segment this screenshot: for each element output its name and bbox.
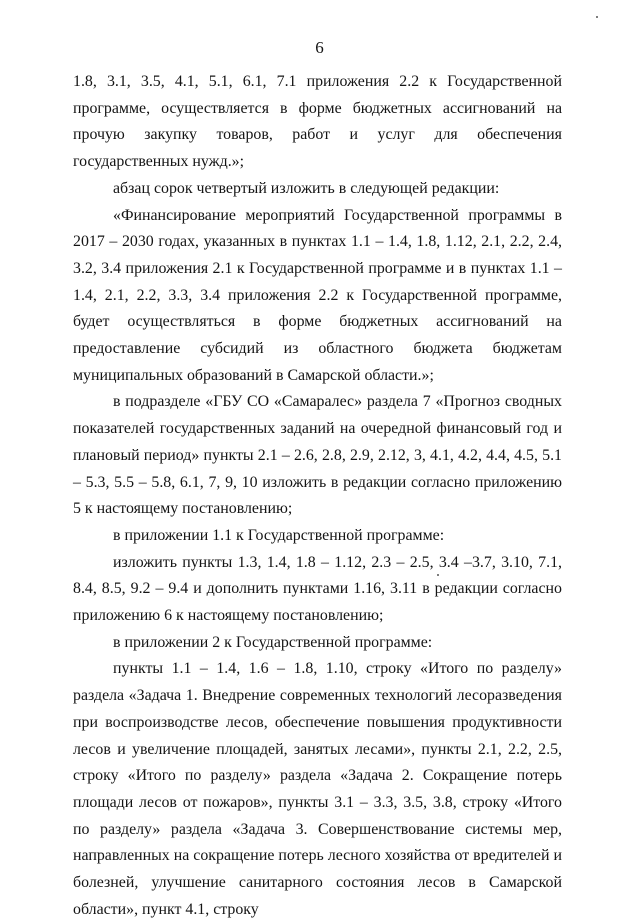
scan-speck	[596, 16, 598, 18]
paragraph-appendix-2-heading: в приложении 2 к Государственной программе:	[113, 633, 433, 651]
paragraph-continuation: 1.8, 3.1, 3.5, 4.1, 5.1, 6.1, 7.1 приложения 2.2 к Государственной программе, осуществляется в форме бюджетных ассигнований на прочую закупку товаров, работ и услуг для обеспечения государственных нужд.»;	[73, 73, 562, 171]
paragraph-samarales: в подразделе «ГБУ СО «Самаралес» раздела 7 «Прогноз сводных показателей государственных заданий на очередной финансовый год и плановый период» пункты 2.1 – 2.6, 2.8, 2.9, 2.12, 3, 4.1, 4.2, 4.4, 4.5, 5.1 – 5.3, 5.5 – 5.8, 6.1, 7, 9, 10 изложить в редакции согласно приложению 5 к настоящему постановлению;	[73, 393, 562, 518]
paragraph-financing: «Финансирование мероприятий Государственной программы в 2017 – 2030 годах, указанных в пунктах 1.1 – 1.4, 1.8, 1.12, 2.1, 2.2, 2.4, 3.2, 3.4 приложения 2.1 к Государственной программе и в пунктах 1.1 – 1.4, 2.1, 2.2, 3.3, 3.4 приложения 2.2 к Государственной программе, будет осуществляться в форме бюджетных ассигнований на предоставление субсидий из областного бюджета бюджетам муниципальных образований в Самарской области.»;	[73, 206, 562, 384]
paragraph-appendix-1-1-heading: в приложении 1.1 к Государственной программе:	[113, 526, 445, 544]
scan-speck	[437, 574, 439, 576]
page-number: 6	[315, 38, 324, 57]
paragraph-abzac-44: абзац сорок четвертый изложить в следующей редакции:	[113, 179, 500, 197]
paragraph-appendix-2-items: пункты 1.1 – 1.4, 1.6 – 1.8, 1.10, строку «Итого по разделу» раздела «Задача 1. Внедрение современных технологий лесоразведения при воспроизводстве лесов, обеспечение повышения продуктивности лесов и увеличение площадей, занятых лесами», пункты 2.1, 2.2, 2.5, строку «Итого по разделу» раздела «Задача 2. Сокращение потерь площади лесов от пожаров», пункты 3.1 – 3.3, 3.5, 3.8, строку «Итого по разделу» раздела «Задача 3. Совершенствование системы мер, направленных на сокращение потерь лесного хозяйства от вредителей и болезней, улучшение санитарного состояния лесов в Самарской области», пункт 4.1, строку	[73, 660, 562, 918]
paragraph-appendix-1-1-items: изложить пункты 1.3, 1.4, 1.8 – 1.12, 2.3 – 2.5, 3.4 –3.7, 3.10, 7.1, 8.4, 8.5, 9.2 – 9.4 и дополнить пунктами 1.16, 3.11 в редакции согласно приложению 6 к настоящему постановлению;	[73, 553, 562, 625]
document-body	[73, 69, 562, 924]
